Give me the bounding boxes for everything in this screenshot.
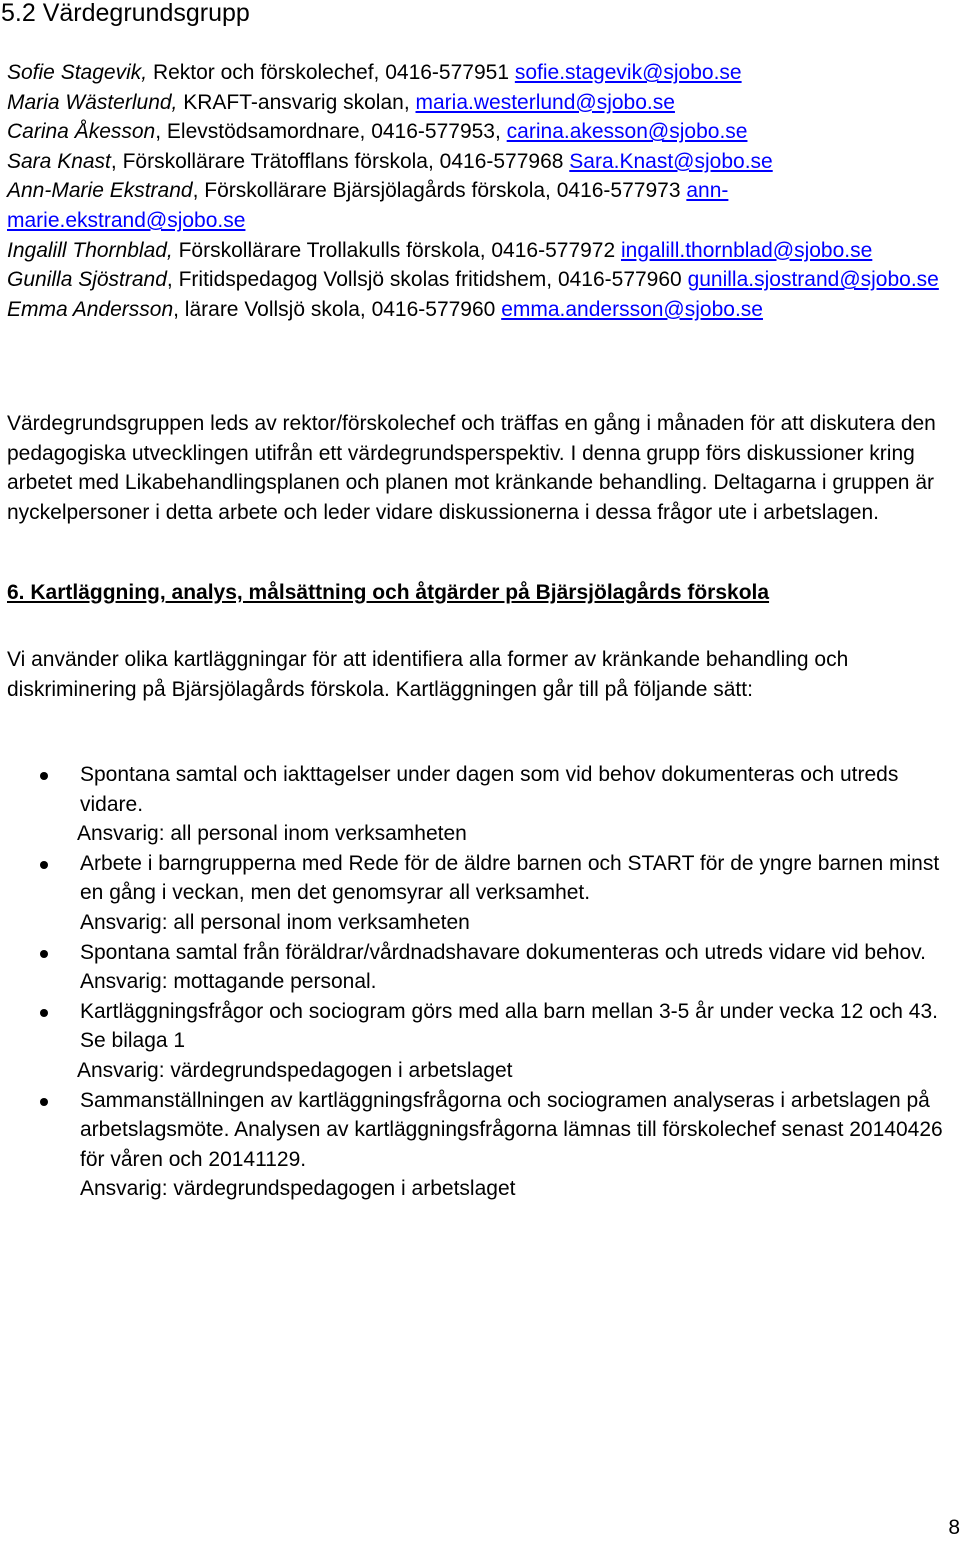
list-item-text: Spontana samtal och iakttagelser under dagen som vid behov dokumenteras och utreds vidare. — [80, 763, 899, 816]
contact-role: Förskollärare Trätofflans förskola, — [122, 149, 440, 173]
list-item-responsible: Ansvarig: värdegrundspedagogen i arbetslaget — [77, 1058, 513, 1082]
contact-entry — [7, 117, 957, 147]
list-item — [0, 849, 960, 938]
bullet-icon — [40, 1098, 48, 1106]
contact-name: Ingalill Thornblad, — [7, 238, 173, 262]
contact-separator: , — [110, 149, 123, 173]
contact-email-link[interactable]: sofie.stagevik@sjobo.se — [514, 61, 742, 84]
list-item — [0, 1086, 960, 1204]
contact-email-link[interactable]: ann-marie.ekstrand@sjobo.se — [7, 179, 729, 232]
contact-phone: 0416-577960 — [371, 297, 502, 321]
contact-entry — [7, 265, 957, 295]
contact-role: Förskollärare Trollakulls förskola, — [178, 238, 492, 262]
contact-entry — [7, 58, 957, 88]
list-item — [0, 760, 960, 849]
list-item-text: Arbete i barngrupperna med Rede för de äldre barnen och START för de yngre barnen minst en gång i veckan, men det genomsyrar all verksamhet. — [80, 851, 940, 905]
contact-role: Förskollärare Bjärsjölagårds förskola, — [204, 179, 557, 203]
group-description-paragraph: Värdegrundsgruppen leds av rektor/förskolechef och träffas en gång i månaden för att diskutera den pedagogiska utvecklingen utifrån ett värdegrundsperspektiv. I denna grupp förs diskussioner kring arbetet med Likabehandlingsplanen och planen mot kränkande behandling. Deltagarna i gruppen är nyckelpersoner i detta arbete och leder vidare diskussionerna i dessa frågor ute i arbetslagen. — [7, 412, 936, 524]
section-heading: 5.2 Värdegrundsgrupp — [1, 0, 250, 27]
list-item — [0, 997, 960, 1086]
contact-name: Carina Åkesson — [7, 120, 156, 144]
contact-role: KRAFT-ansvarig skolan, — [183, 90, 416, 114]
contact-phone: 0416-577973 — [556, 179, 687, 203]
bullet-icon — [40, 861, 48, 869]
bullet-icon — [40, 772, 48, 780]
page-number: 8 — [948, 1516, 960, 1539]
contact-separator: , — [155, 120, 167, 144]
contact-role: Elevstödsamordnare, — [166, 120, 372, 144]
list-item-text: Sammanställningen av kartläggningsfrågorna och sociogramen analyseras i arbetslagen på arbetslagsmöte. Analysen av kartläggningsfrågorna lämnas till förskolechef senast 20140426 för våren och 20141129. — [80, 1088, 943, 1171]
contact-role: lärare Vollsjö skola, — [184, 297, 372, 321]
contact-name: Gunilla Sjöstrand — [7, 268, 167, 292]
intro-paragraph: Vi använder olika kartläggningar för att identifiera alla former av kränkande behandling och diskriminering på Bjärsjölagårds förskola. Kartläggningen går till på följande sätt: — [7, 648, 849, 701]
list-item-text: Kartläggningsfrågor och sociogram görs med alla barn mellan 3-5 år under vecka 12 och 43. Se bilaga 1 — [80, 999, 938, 1053]
contact-email-link[interactable]: Sara.Knast@sjobo.se — [569, 149, 773, 173]
contact-phone: 0416-577953, — [371, 120, 507, 144]
contact-entry — [7, 236, 957, 266]
list-item-responsible: Ansvarig: värdegrundspedagogen i arbetslaget — [80, 1177, 516, 1201]
contact-name: Emma Andersson — [7, 297, 174, 321]
contact-phone: 0416-577951 — [385, 61, 515, 84]
contact-email-link[interactable]: ingalill.thornblad@sjobo.se — [621, 238, 873, 262]
contact-email-link[interactable]: carina.akesson@sjobo.se — [506, 120, 748, 144]
contact-entry — [7, 88, 957, 118]
list-item-responsible: Ansvarig: all personal inom verksamheten — [77, 822, 467, 846]
contact-phone: 0416-577960 — [557, 268, 688, 292]
mapping-methods-list — [0, 760, 960, 1204]
bullet-icon — [40, 950, 48, 958]
contact-role: Rektor och förskolechef, — [152, 61, 386, 84]
contact-list — [7, 58, 957, 324]
contact-phone: 0416-577968 — [439, 149, 570, 173]
bullet-icon — [40, 1009, 48, 1017]
contact-separator: , — [192, 179, 205, 203]
contact-name: Sofie Stagevik, — [7, 61, 148, 84]
contact-separator: , — [166, 268, 179, 292]
contact-phone: 0416-577972 — [491, 238, 621, 262]
list-item-text: Spontana samtal från föräldrar/vårdnadshavare dokumenteras och utreds vidare vid behov. — [80, 940, 926, 964]
contact-name: Sara Knast — [7, 149, 111, 173]
contact-entry — [7, 176, 957, 235]
contact-name: Ann-Marie Ekstrand — [7, 179, 193, 203]
contact-email-link[interactable]: emma.andersson@sjobo.se — [501, 297, 763, 321]
list-item-responsible: Ansvarig: all personal inom verksamheten — [80, 910, 470, 934]
list-item-responsible: Ansvarig: mottagande personal. — [80, 970, 377, 994]
contact-entry — [7, 147, 957, 177]
contact-email-link[interactable]: gunilla.sjostrand@sjobo.se — [687, 268, 939, 292]
contact-separator: , — [173, 297, 185, 321]
list-item — [0, 938, 960, 997]
contact-email-link[interactable]: maria.westerlund@sjobo.se — [415, 90, 675, 114]
contact-role: Fritidspedagog Vollsjö skolas fritidshem, — [178, 268, 558, 292]
section-6-heading: 6. Kartläggning, analys, målsättning och åtgärder på Bjärsjölagårds förskola — [7, 581, 770, 604]
contact-entry — [7, 295, 957, 325]
contact-name: Maria Wästerlund, — [7, 90, 178, 114]
